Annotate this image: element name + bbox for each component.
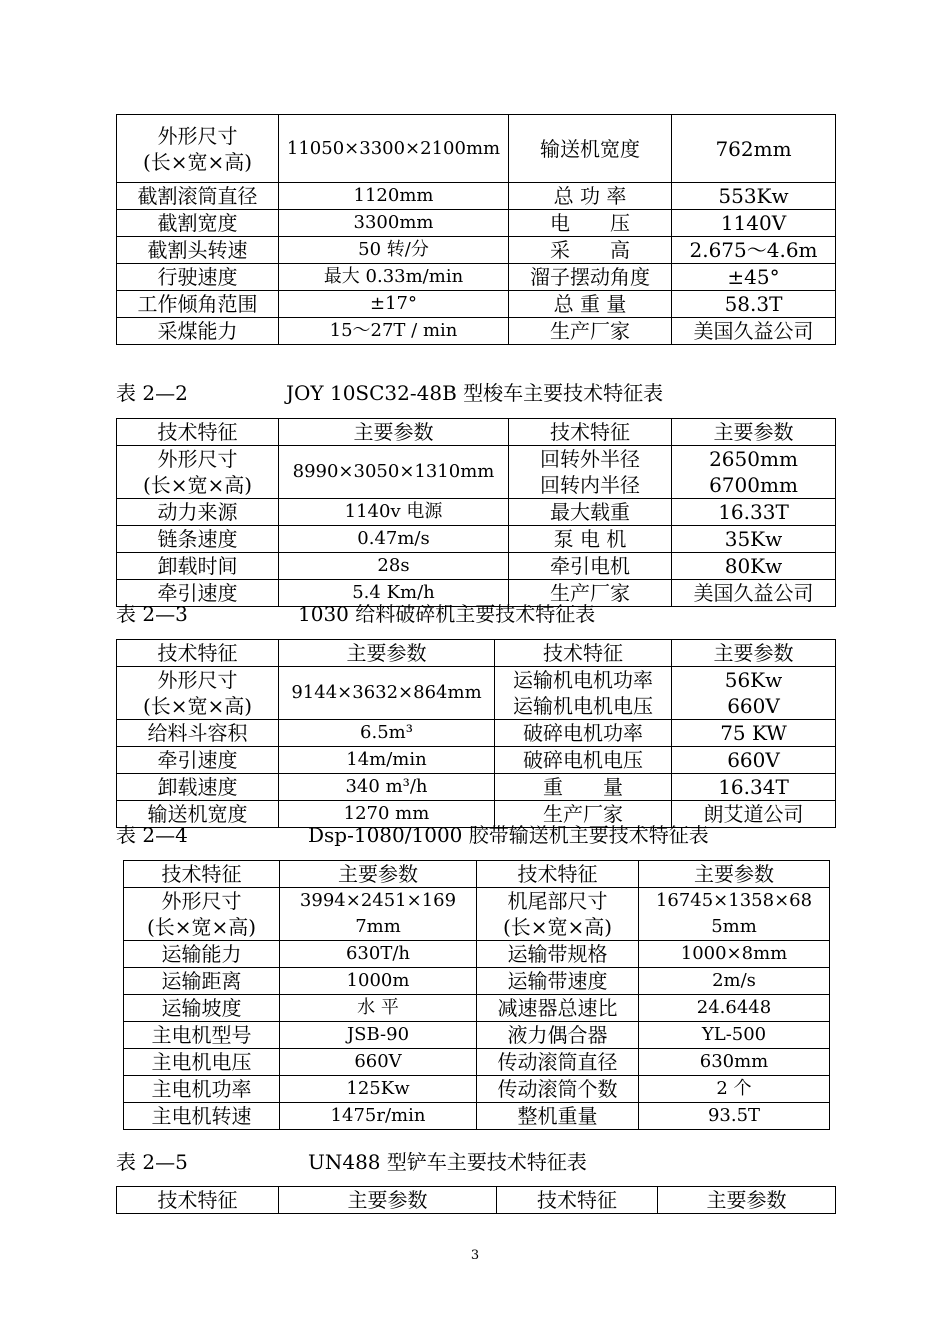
- table-cell: 外形尺寸 (长×宽×高): [117, 446, 279, 499]
- table-cell: 630T/h: [280, 941, 477, 968]
- table-cell: 动力来源: [117, 499, 279, 526]
- table-cell: 运输距离: [124, 968, 280, 995]
- table-cell: 56Kw 660V: [672, 667, 836, 720]
- table-cell: 运输带速度: [477, 968, 639, 995]
- table-cell: 卸载速度: [117, 774, 279, 801]
- table-loader-specs: [116, 1186, 836, 1214]
- table-row: [124, 995, 830, 1022]
- page-number: 3: [470, 1248, 480, 1263]
- table-row: [124, 968, 830, 995]
- table-cell: 1000m: [280, 968, 477, 995]
- table-cell: ±17°: [279, 291, 509, 318]
- table-header-row: [117, 1187, 836, 1214]
- table-cell: 运输能力: [124, 941, 280, 968]
- table-cell: 最大载重: [509, 499, 672, 526]
- table-cell: 35Kw: [672, 526, 836, 553]
- table-cell: 93.5T: [639, 1103, 830, 1130]
- table-cell: 牵引电机: [509, 553, 672, 580]
- table-cell: 6.5m³: [279, 720, 495, 747]
- table-header-cell: 主要参数: [280, 861, 477, 888]
- table-row: [117, 747, 836, 774]
- table-header-cell: 技术特征: [495, 640, 672, 667]
- table3-caption-number: 表 2—3: [116, 602, 188, 626]
- table-cell: 1140V: [672, 210, 836, 237]
- table-cell: 1270 mm: [279, 801, 495, 828]
- table-shuttle-car-specs: [116, 418, 836, 607]
- table-row: [117, 446, 836, 499]
- table-cell: ±45°: [672, 264, 836, 291]
- table-header-row: [124, 861, 830, 888]
- table-cell: 传动滚筒个数: [477, 1076, 639, 1103]
- table-header-cell: 主要参数: [279, 640, 495, 667]
- table-cell: 0.47m/s: [279, 526, 509, 553]
- table-cell: 输送机宽度: [117, 801, 279, 828]
- table-cell: YL-500: [639, 1022, 830, 1049]
- table-cell: 牵引速度: [117, 747, 279, 774]
- table-cell: 液力偶合器: [477, 1022, 639, 1049]
- table-row: [117, 667, 836, 720]
- table-cell: 5.4 Km/h: [279, 580, 509, 607]
- table-row: [117, 210, 836, 237]
- table-feeder-breaker-specs: [116, 639, 836, 828]
- table-cell: 截割宽度: [117, 210, 279, 237]
- table-header-cell: 技术特征: [117, 419, 279, 446]
- table5-caption-title: UN488 型铲车主要技术特征表: [308, 1150, 587, 1174]
- table-header-cell: 技术特征: [497, 1187, 658, 1214]
- table5-caption: [116, 1149, 835, 1175]
- table-cell: 16745×1358×68 5mm: [639, 888, 830, 941]
- table-cell: 工作倾角范围: [117, 291, 279, 318]
- table-header-cell: 技术特征: [509, 419, 672, 446]
- table-header-cell: 技术特征: [477, 861, 639, 888]
- table-cell: 2 个: [639, 1076, 830, 1103]
- table-cell: 生产厂家: [509, 580, 672, 607]
- table-row: [117, 526, 836, 553]
- table2-caption-number: 表 2—2: [116, 381, 188, 405]
- table-cell: 660V: [672, 747, 836, 774]
- table-cell: 泵 电 机: [509, 526, 672, 553]
- table-cell: 16.34T: [672, 774, 836, 801]
- table-cell: 整机重量: [477, 1103, 639, 1130]
- table-cell: 运输带规格: [477, 941, 639, 968]
- table-cell: 朗艾道公司: [672, 801, 836, 828]
- table-header-cell: 技术特征: [117, 640, 279, 667]
- table-header-cell: 技术特征: [117, 1187, 279, 1214]
- table-cell: 牵引速度: [117, 580, 279, 607]
- table-cell: 58.3T: [672, 291, 836, 318]
- table-cell: 主电机电压: [124, 1049, 280, 1076]
- table-cell: 340 m³/h: [279, 774, 495, 801]
- table-row: [117, 720, 836, 747]
- table-cell: 美国久益公司: [672, 580, 836, 607]
- table-header-row: [117, 640, 836, 667]
- table-cell: 截割头转速: [117, 237, 279, 264]
- table-cell: 1475r/min: [280, 1103, 477, 1130]
- table-cell: 16.33T: [672, 499, 836, 526]
- table-cell: 溜子摆动角度: [509, 264, 672, 291]
- table4-caption-title: Dsp-1080/1000 胶带输送机主要技术特征表: [308, 823, 709, 847]
- table-cell: 采煤能力: [117, 318, 279, 345]
- table-cell: 2m/s: [639, 968, 830, 995]
- table-cell: 最大 0.33m/min: [279, 264, 509, 291]
- table-cell: 主电机功率: [124, 1076, 280, 1103]
- table-cell: 2.675～4.6m: [672, 237, 836, 264]
- table-row: [124, 1022, 830, 1049]
- table-header-row: [117, 419, 836, 446]
- table-row: [117, 318, 836, 345]
- table-cell: 553Kw: [672, 183, 836, 210]
- table-cell: 8990×3050×1310mm: [279, 446, 509, 499]
- table-cell: 24.6448: [639, 995, 830, 1022]
- table-cell: 外形尺寸 (长×宽×高): [117, 667, 279, 720]
- table-cell: 1120mm: [279, 183, 509, 210]
- table-cell: 11050×3300×2100mm: [279, 115, 509, 183]
- table-cell: 125Kw: [280, 1076, 477, 1103]
- table-cell: 3994×2451×169 7mm: [280, 888, 477, 941]
- table2-caption-title: JOY 10SC32-48B 型梭车主要技术特征表: [286, 381, 664, 405]
- table-header-cell: 技术特征: [124, 861, 280, 888]
- table-header-cell: 主要参数: [672, 419, 836, 446]
- table-cell: 水 平: [280, 995, 477, 1022]
- table-cell: 机尾部尺寸 (长×宽×高): [477, 888, 639, 941]
- table-cell: 卸载时间: [117, 553, 279, 580]
- table-cell: 2650mm 6700mm: [672, 446, 836, 499]
- table-cell: 生产厂家: [509, 318, 672, 345]
- table-cell: 1000×8mm: [639, 941, 830, 968]
- table-row: [117, 291, 836, 318]
- table-row: [124, 888, 830, 941]
- table-row: [117, 183, 836, 210]
- table3-caption-title: 1030 给料破碎机主要技术特征表: [298, 602, 596, 626]
- table-belt-conveyor-specs: [123, 860, 830, 1130]
- table-cell: 减速器总速比: [477, 995, 639, 1022]
- table-cell: 行驶速度: [117, 264, 279, 291]
- table-row: [117, 499, 836, 526]
- table-cell: 采 高: [509, 237, 672, 264]
- table-cell: 破碎电机功率: [495, 720, 672, 747]
- table-row: [124, 1103, 830, 1130]
- table-header-cell: 主要参数: [639, 861, 830, 888]
- table-cell: 输送机宽度: [509, 115, 672, 183]
- table-cell: 回转外半径 回转内半径: [509, 446, 672, 499]
- table-cell: 630mm: [639, 1049, 830, 1076]
- table-cell: 762mm: [672, 115, 836, 183]
- table-cell: 50 转/分: [279, 237, 509, 264]
- table-cell: 总 功 率: [509, 183, 672, 210]
- table-cell: 1140v 电源: [279, 499, 509, 526]
- table-row: [117, 237, 836, 264]
- table-row: [117, 264, 836, 291]
- table-row: [117, 115, 836, 183]
- table-cell: 9144×3632×864mm: [279, 667, 495, 720]
- table3-caption: [116, 601, 835, 627]
- table2-caption: [116, 380, 835, 406]
- table-cell: JSB-90: [280, 1022, 477, 1049]
- table-cell: 外形尺寸 (长×宽×高): [124, 888, 280, 941]
- table-row: [124, 1076, 830, 1103]
- table-cell: 重 量: [495, 774, 672, 801]
- table-cell: 美国久益公司: [672, 318, 836, 345]
- table4-caption: [116, 822, 835, 848]
- table-cell: 主电机型号: [124, 1022, 280, 1049]
- table-header-cell: 主要参数: [672, 640, 836, 667]
- table-cell: 传动滚筒直径: [477, 1049, 639, 1076]
- table-cell: 15～27T / min: [279, 318, 509, 345]
- table-cell: 电 压: [509, 210, 672, 237]
- table-cell: 破碎电机电压: [495, 747, 672, 774]
- table-shearer-specs: [116, 114, 836, 345]
- table4-caption-number: 表 2—4: [116, 823, 188, 847]
- table-cell: 75 KW: [672, 720, 836, 747]
- table-cell: 80Kw: [672, 553, 836, 580]
- table-cell: 运输坡度: [124, 995, 280, 1022]
- table-cell: 28s: [279, 553, 509, 580]
- table-cell: 链条速度: [117, 526, 279, 553]
- table-row: [124, 1049, 830, 1076]
- table-row: [117, 774, 836, 801]
- table-header-cell: 主要参数: [658, 1187, 836, 1214]
- table-row: [124, 941, 830, 968]
- table-cell: 总 重 量: [509, 291, 672, 318]
- table-cell: 14m/min: [279, 747, 495, 774]
- table-cell: 660V: [280, 1049, 477, 1076]
- table5-caption-number: 表 2—5: [116, 1150, 188, 1174]
- table-header-cell: 主要参数: [279, 1187, 497, 1214]
- table-header-cell: 主要参数: [279, 419, 509, 446]
- table-row: [117, 553, 836, 580]
- table-cell: 给料斗容积: [117, 720, 279, 747]
- table-cell: 截割滚筒直径: [117, 183, 279, 210]
- table-cell: 运输机电机功率 运输机电机电压: [495, 667, 672, 720]
- table-cell: 3300mm: [279, 210, 509, 237]
- table-cell: 外形尺寸 (长×宽×高): [117, 115, 279, 183]
- table-cell: 生产厂家: [495, 801, 672, 828]
- table-cell: 主电机转速: [124, 1103, 280, 1130]
